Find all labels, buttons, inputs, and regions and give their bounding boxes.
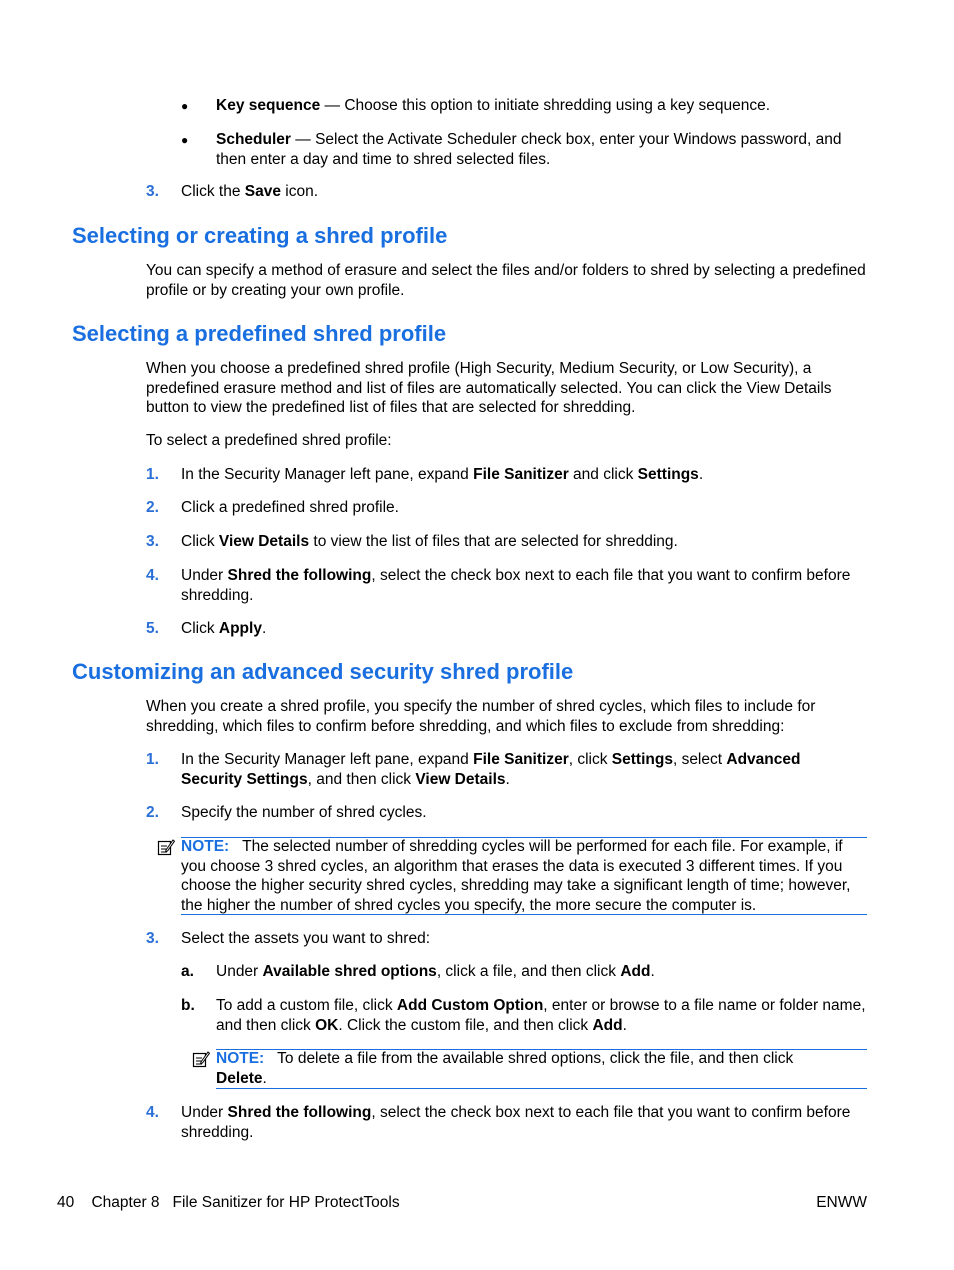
step-text: In the Security Manager left pane, expand File Sanitizer, click Settings, select Advanced Security Settings, and then click View Details. — [181, 751, 801, 788]
note-icon — [192, 1050, 210, 1068]
bullet-text: — Select the Activate Scheduler check box, enter your Windows password, and — [290, 131, 842, 148]
substep-text: To add a custom file, click Add Custom Option, enter or browse to a file name or folder name, and then click OK. Click the custom file, and then click Add. — [216, 997, 866, 1034]
substep-letter: b. — [181, 997, 195, 1014]
section-heading: Selecting a predefined shred profile — [72, 321, 447, 346]
step-text: Specify the number of shred cycles. — [181, 804, 427, 821]
substep-letter: a. — [181, 963, 194, 980]
bullet-text: — Choose this option to initiate shredding using a key sequence. — [320, 97, 771, 114]
step-number: 4. — [146, 1104, 159, 1121]
note-bottom-rule — [216, 1088, 867, 1089]
bullet-dot: ● — [181, 133, 189, 147]
step-text: Click Apply. — [181, 620, 267, 637]
step-text: Click the Save icon. — [181, 183, 319, 200]
bullet-term: Key sequence — [216, 97, 321, 114]
note-text: NOTE: The selected number of shredding cycles will be performed for each file. For example, if you choose 3 shred cycles, an algorithm that erases the data is executed 3 different times. If you choose the higher security shred cycles, shredding may take a significant length of time; however, the higher the number of shred cycles you specify, the more secure the computer is. — [181, 838, 851, 914]
bullet-scheduler-text — [216, 130, 841, 169]
step-text: Under Shred the following, select the check box next to each file that you want to confirm before shredding. — [181, 567, 851, 604]
step-text: Click View Details to view the list of files that are selected for shredding. — [181, 533, 678, 550]
step-text: In the Security Manager left pane, expand File Sanitizer and click Settings. — [181, 466, 704, 483]
bullet-scheduler — [181, 130, 188, 151]
step-text: Select the assets you want to shred: — [181, 930, 430, 947]
step-number: 1. — [146, 751, 159, 768]
bullet-text: then enter a day and time to shred selected files. — [216, 150, 551, 168]
chapter-label: Chapter 8 — [91, 1194, 160, 1211]
section-paragraph: When you choose a predefined shred profile (High Security, Medium Security, or Low Security), a predefined erasure method and list of files are automatically selected. You can click the View Details button to view the predefined list of files that are selected for shredding. — [146, 360, 832, 416]
chapter-title: File Sanitizer for HP ProtectTools — [172, 1194, 400, 1211]
bullet-key-sequence — [181, 96, 188, 117]
page-footer-right: ENWW — [816, 1194, 867, 1211]
section-paragraph: When you create a shred profile, you specify the number of shred cycles, which files to include for shredding, which files to confirm before shredding, and which files to exclude from shredding: — [146, 698, 816, 735]
page-number: 40 — [57, 1194, 75, 1211]
section-paragraph: You can specify a method of erasure and select the files and/or folders to shred by selecting a predefined profile or by creating your own profile. — [146, 262, 866, 299]
note-label: NOTE: — [181, 838, 230, 855]
note-icon — [157, 838, 175, 856]
section-heading: Customizing an advanced security shred profile — [72, 659, 574, 684]
note-label: NOTE: — [216, 1050, 265, 1067]
page-footer-left — [57, 1193, 400, 1213]
note-text: NOTE: To delete a file from the available shred options, click the file, and then click Delete. — [216, 1050, 794, 1087]
step-number: 2. — [146, 499, 159, 516]
bullet-key-sequence-text — [216, 96, 770, 116]
step-text: Click a predefined shred profile. — [181, 499, 399, 516]
note-bottom-rule — [181, 914, 867, 915]
step-number: 5. — [146, 620, 159, 637]
step-number: 2. — [146, 804, 159, 821]
substep-text: Under Available shred options, click a file, and then click Add. — [216, 963, 655, 980]
bullet-dot: ● — [181, 99, 189, 113]
bullet-term: Scheduler — [216, 131, 291, 148]
section-heading: Selecting or creating a shred profile — [72, 223, 448, 248]
step-number: 1. — [146, 466, 159, 483]
step-text: Under Shred the following, select the check box next to each file that you want to confirm before shredding. — [181, 1104, 851, 1141]
step-number: 3. — [146, 533, 159, 550]
step-number: 3. — [146, 183, 159, 200]
intro-text: To select a predefined shred profile: — [146, 432, 392, 449]
step-number: 3. — [146, 930, 159, 947]
step-number: 4. — [146, 567, 159, 584]
